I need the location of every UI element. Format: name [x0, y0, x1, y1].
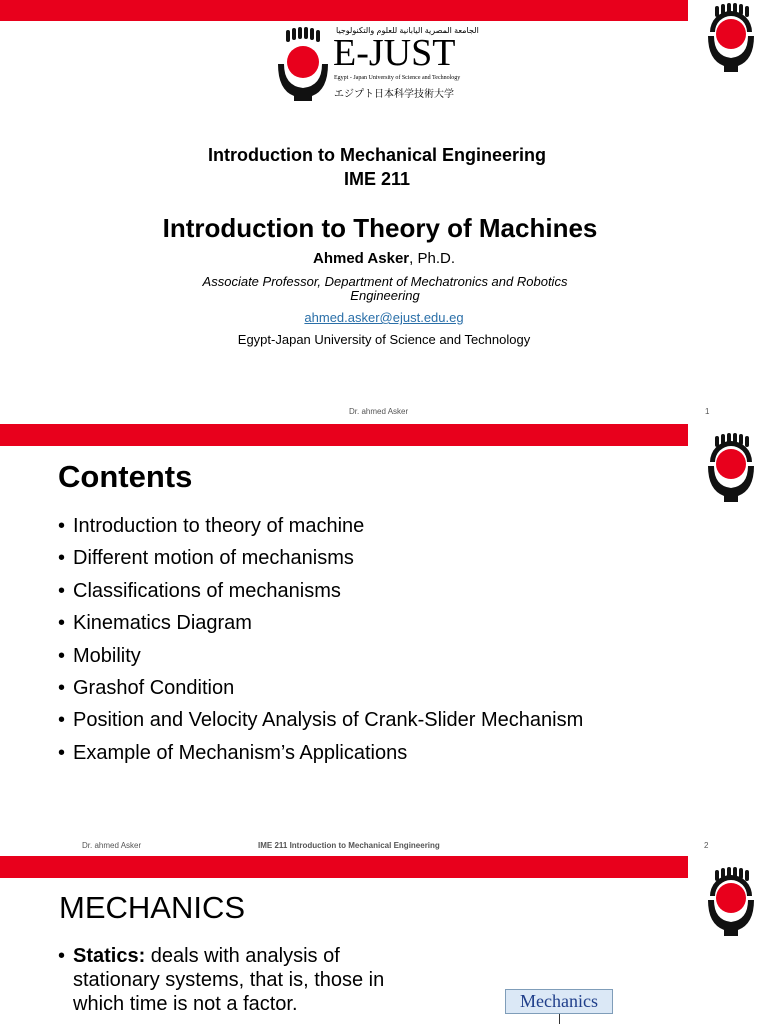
- logo-arabic-text: الجامعة المصرية اليابانية للعلوم والتكنولوجيا: [336, 26, 479, 35]
- diagram-connector-line: [559, 1014, 560, 1024]
- header-red-bar: [0, 424, 688, 446]
- list-item: [58, 704, 583, 736]
- logo-english-text: Egypt - Japan University of Science and Technology: [334, 75, 461, 81]
- author-name: Ahmed Asker: [312, 250, 410, 267]
- ejust-logo-icon: [700, 866, 762, 938]
- bullet-marker: •: [58, 709, 66, 732]
- list-item-text: Position and Velocity Analysis of Crank-Slider Mechanism: [73, 709, 584, 732]
- list-item-text: Mobility: [73, 644, 141, 667]
- course-title: Introduction to Mechanical Engineering: [207, 145, 547, 165]
- bullet-marker: •: [58, 945, 66, 967]
- ejust-logo-icon: [700, 2, 762, 74]
- bullet-marker: •: [58, 644, 66, 667]
- list-item-text: Example of Mechanism’s Applications: [73, 741, 408, 764]
- list-item: [58, 607, 583, 639]
- bullet-marker: •: [58, 547, 66, 570]
- list-item-text: Introduction to theory of machine: [73, 515, 365, 537]
- slide-2: [0, 424, 768, 856]
- course-code: IME 211: [343, 169, 411, 189]
- bullet-marker: •: [58, 579, 66, 602]
- list-item: [58, 640, 583, 672]
- logo-name: E-JUST: [333, 32, 456, 74]
- header-red-bar: [0, 856, 688, 878]
- statics-text: [58, 944, 418, 1016]
- course-heading: [0, 143, 754, 191]
- ejust-brand-logo-icon: [274, 24, 334, 102]
- list-item: [58, 510, 583, 542]
- list-item-text: Kinematics Diagram: [73, 612, 252, 635]
- bullet-marker: •: [58, 612, 66, 635]
- lecture-title: Introduction to Theory of Machines: [162, 213, 598, 243]
- author-email-link[interactable]: ahmed.asker@ejust.edu.eg: [304, 310, 464, 325]
- statics-bullet: [58, 944, 418, 1016]
- footer-author: Dr. ahmed Asker: [82, 841, 142, 850]
- bullet-marker: •: [58, 741, 66, 764]
- bullet-marker: •: [58, 515, 66, 537]
- mechanics-heading: MECHANICS: [59, 890, 246, 925]
- list-item-text: Classifications of mechanisms: [73, 579, 341, 602]
- page-number: 1: [705, 407, 710, 416]
- logo-japanese-text: エジプト日本科学技術大学: [334, 89, 454, 100]
- list-item-text: Grashof Condition: [73, 677, 235, 700]
- list-item: [58, 542, 583, 574]
- bullet-marker: •: [58, 677, 66, 700]
- contents-heading: Contents: [58, 459, 193, 494]
- footer-author: Dr. ahmed Asker: [349, 407, 409, 416]
- footer-course: IME 211 Introduction to Mechanical Engineering: [258, 841, 440, 850]
- statics-definition: deals with analysis of stationary systems, that is, those in which time is not a factor.: [73, 945, 385, 1015]
- slide-3: [0, 856, 768, 1024]
- mechanics-diagram-box: Mechanics: [505, 989, 613, 1014]
- header-red-bar: [0, 0, 688, 21]
- list-item: [58, 737, 583, 769]
- author-degree: , Ph.D.: [409, 250, 455, 267]
- slide-1: [0, 0, 768, 424]
- page-number: 2: [704, 841, 709, 850]
- author-position: Associate Professor, Department of Mechatronics and Robotics Engineering: [202, 274, 568, 303]
- list-item-text: Different motion of mechanisms: [73, 547, 354, 570]
- university-name: Egypt-Japan University of Science and Technology: [237, 332, 531, 347]
- statics-term: Statics:: [73, 945, 146, 967]
- contents-list: [58, 510, 583, 769]
- list-item: [58, 672, 583, 704]
- list-item: [58, 575, 583, 607]
- author-line: [0, 250, 768, 267]
- ejust-logo-icon: [700, 432, 762, 504]
